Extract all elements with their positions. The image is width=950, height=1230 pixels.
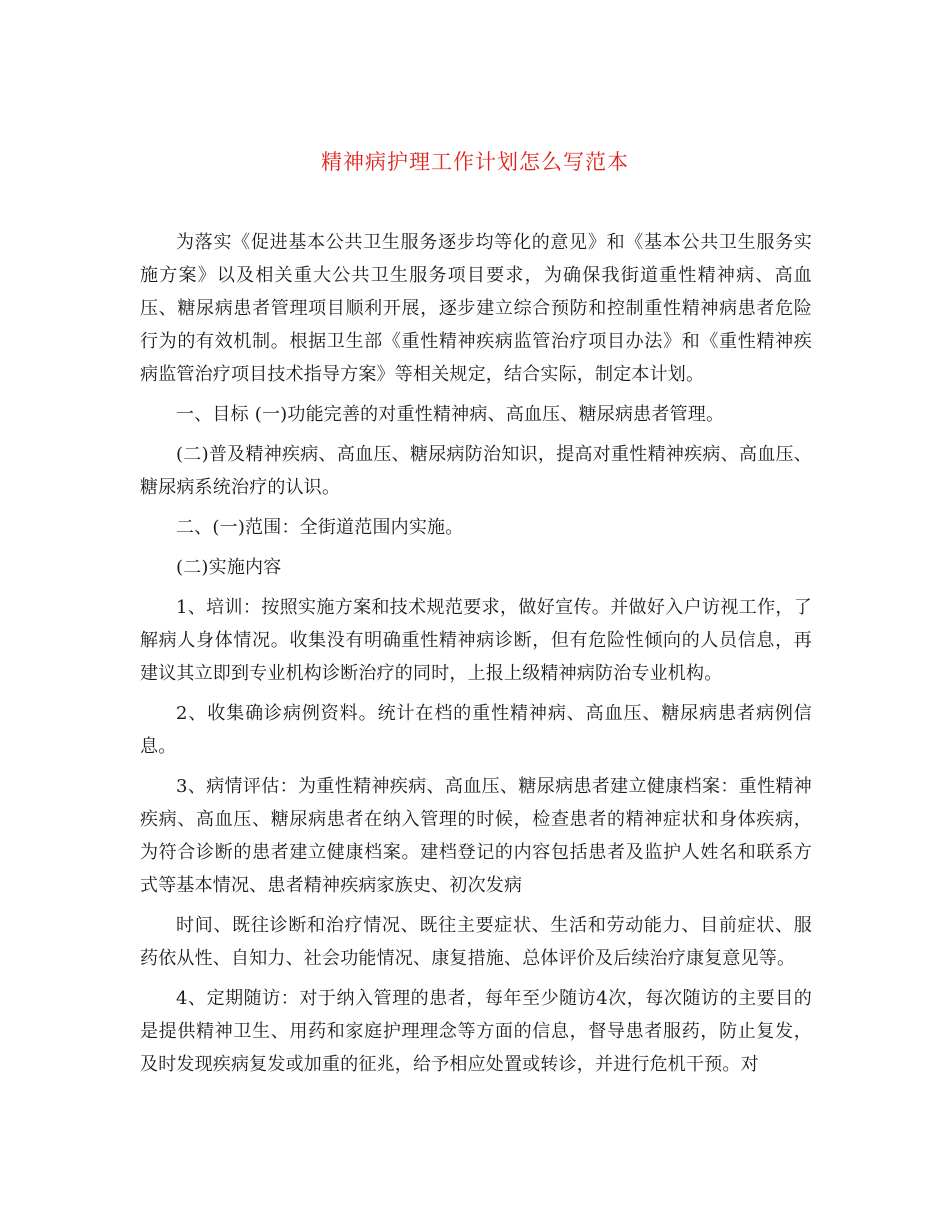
- paragraph-content-heading: (二)实施内容: [176, 557, 282, 578]
- document-title: 精神病护理工作计划怎么写范本: [321, 150, 629, 174]
- paragraph-follow-up: 4、定期随访：对于纳入管理的患者，每年至少随访4次，每次随访的主要目的是提供精神卫生、用药和家庭护理理念等方面的信息，督导患者服药，防止复发，及时发现疾病复发或加重的征兆，给予相应处置或转诊，并进行危机干预。对: [140, 988, 812, 1075]
- paragraph-scope: 二、(一)范围：全街道范围内实施。: [176, 517, 464, 538]
- paragraph-intro: 为落实《促进基本公共卫生服务逐步均等化的意见》和《基本公共卫生服务实施方案》以及相关重大公共卫生服务项目要求，为确保我街道重性精神病、高血压、糖尿病患者管理项目顺利开展，逐步建立综合预防和控制重性精神病患者危险行为的有效机制。根据卫生部《重性精神疾病监管治疗项目办法》和《重性精神疾病监管治疗项目技术指导方案》等相关规定，结合实际，制定本计划。: [140, 232, 812, 385]
- paragraph-goal-2: (二)普及精神疾病、高血压、糖尿病防治知识，提高对重性精神疾病、高血压、糖尿病系统治疗的认识。: [140, 444, 812, 498]
- document-body: [140, 226, 812, 1088]
- paragraph-training: 1、培训：按照实施方案和技术规范要求，做好宣传。并做好入户访视工作，了解病人身体情况。收集没有明确重性精神病诊断，但有危险性倾向的人员信息，再建议其立即到专业机构诊断治疗的同时，上报上级精神病防治专业机构。: [140, 597, 812, 684]
- paragraph-assessment: 3、病情评估：为重性精神疾病、高血压、糖尿病患者建立健康档案：重性精神疾病、高血压、糖尿病患者在纳入管理的时候，检查患者的精神症状和身体疾病，为符合诊断的患者建立健康档案。建档登记的内容包括患者及监护人姓名和联系方式等基本情况、患者精神疾病家族史、初次发病: [140, 776, 812, 896]
- paragraph-assessment-continued: 时间、既往诊断和治疗情况、既往主要症状、生活和劳动能力、目前症状、服药依从性、自知力、社会功能情况、康复措施、总体评价及后续治疗康复意见等。: [140, 915, 812, 969]
- paragraph-case-collection: 2、收集确诊病例资料。统计在档的重性精神病、高血压、糖尿病患者病例信息。: [140, 703, 812, 757]
- paragraph-goal-1: 一、目标 (一)功能完善的对重性精神病、高血压、糖尿病患者管理。: [176, 404, 725, 425]
